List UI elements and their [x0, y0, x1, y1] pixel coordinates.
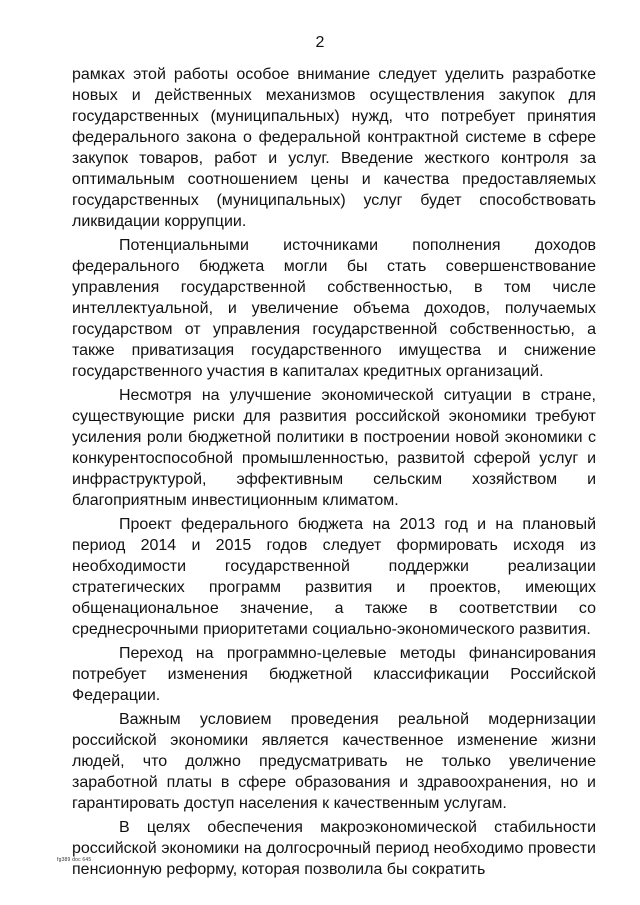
paragraph: Важным условием проведения реальной модернизации российской экономики является качественное изменение жизни людей, что должно предусматривать не только увеличение заработной платы в сфере образования и здравоохранения, но и гарантировать доступ населения к качественным услугам.: [72, 711, 596, 812]
paragraph: Переход на программно-целевые методы финансирования потребует изменения бюджетной классификации Российской Федерации.: [72, 645, 596, 704]
page-number: 2: [315, 34, 325, 51]
document-body: [72, 64, 596, 883]
paragraph: Проект федерального бюджета на 2013 год и на плановый период 2014 и 2015 годов следует формировать исходя из необходимости государственной поддержки реализации стратегических программ развития и проектов, имеющих общенациональное значение, а также в соответствии со среднесрочными приоритетами социально-экономического развития.: [72, 516, 596, 638]
paragraph: В целях обеспечения макроэкономической стабильности российской экономики на долгосрочный период необходимо провести пенсионную реформу, которая позволила бы сократить: [72, 819, 596, 878]
paragraph: рамках этой работы особое внимание следует уделить разработке новых и действенных механизмов осуществления закупок для государственных (муниципальных) нужд, что потребует принятия федерального закона о федеральной контрактной системе в сфере закупок товаров, работ и услуг. Введение жесткого контроля за оптимальным соотношением цены и качества предоставляемых государственных (муниципальных) услуг будет способствовать ликвидации коррупции.: [72, 66, 596, 230]
footer-code: fg389 doc 645: [57, 857, 92, 863]
paragraph: Несмотря на улучшение экономической ситуации в стране, существующие риски для развития российской экономики требуют усиления роли бюджетной политики в построении новой экономики с конкурентоспособной промышленностью, развитой сферой услуг и инфраструктурой, эффективным сельским хозяйством и благоприятным инвестиционным климатом.: [72, 387, 596, 509]
paragraph: Потенциальными источниками пополнения доходов федерального бюджета могли бы стать совершенствование управления государственной собственностью, в том числе интеллектуальной, и увеличение объема доходов, получаемых государством от управления государственной собственностью, а также приватизация государственного имущества и снижение государственного участия в капиталах кредитных организаций.: [72, 237, 596, 380]
